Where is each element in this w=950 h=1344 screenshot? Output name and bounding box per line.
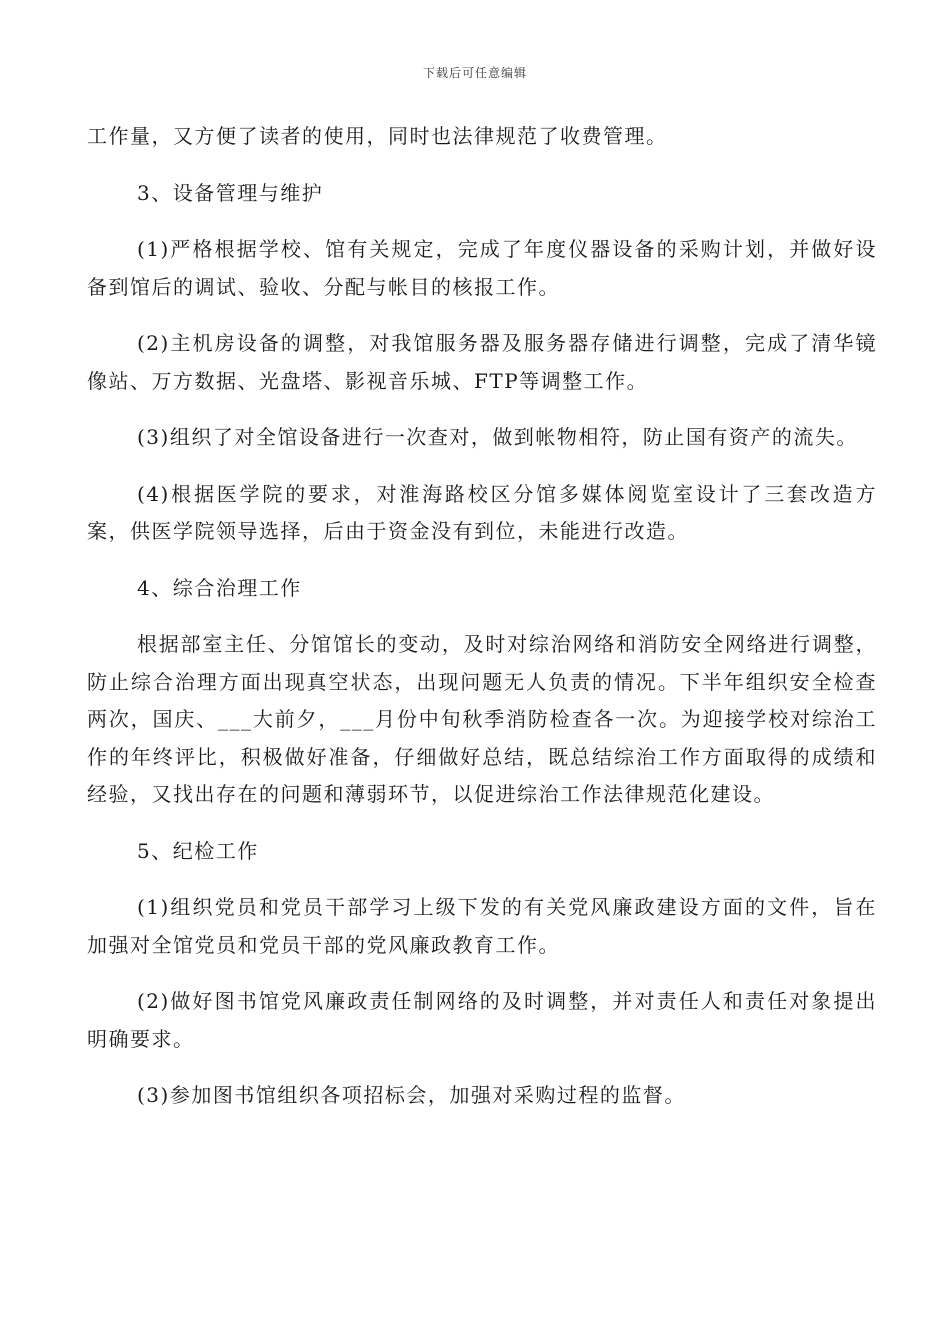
page-header-note: 下载后可任意编辑 (422, 66, 527, 80)
paragraph-continuation: 工作量，又方便了读者的使用，同时也法律规范了收费管理。 (87, 124, 668, 148)
section-heading-discipline: 5、纪检工作 (137, 838, 259, 863)
list-item-equipment-2: (2)主机房设备的调整，对我馆服务器及服务器存储进行调整，完成了清华镜像站、万方数据、光盘塔、影视音乐城、FTP等调整工作。 (87, 331, 877, 393)
section-heading-equipment: 3、设备管理与维护 (137, 180, 324, 205)
list-item-discipline-3: (3)参加图书馆组织各项招标会，加强对采购过程的监督。 (137, 1083, 686, 1107)
paragraph-governance: 根据部室主任、分馆馆长的变动，及时对综治网络和消防安全网络进行调整，防止综合治理方面出现真空状态，出现问题无人负责的情况。下半年组织安全检查两次，国庆、___大前夕，___月份中旬秋季消防检查各一次。为迎接学校对综治工作的年终评比，积极做好准备，仔细做好总结，既总结综治工作方面取得的成绩和经验，又找出存在的问题和薄弱环节，以促进综治工作法律规范化建设。 (87, 632, 877, 806)
document-body (87, 118, 877, 1134)
list-item-equipment-3: (3)组织了对全馆设备进行一次查对，做到帐物相符，防止国有资产的流失。 (137, 425, 858, 449)
list-item-discipline-2: (2)做好图书馆党风廉政责任制网络的及时调整，并对责任人和责任对象提出明确要求。 (87, 989, 877, 1051)
list-item-equipment-4: (4)根据医学院的要求，对淮海路校区分馆多媒体阅览室设计了三套改造方案，供医学院领导选择，后由于资金没有到位，未能进行改造。 (87, 481, 877, 543)
list-item-equipment-1: (1)严格根据学校、馆有关规定，完成了年度仪器设备的采购计划，并做好设备到馆后的调试、验收、分配与帐目的核报工作。 (87, 237, 877, 299)
list-item-discipline-1: (1)组织党员和党员干部学习上级下发的有关党风廉政建设方面的文件，旨在加强对全馆党员和党员干部的党风廉政教育工作。 (87, 895, 877, 957)
section-heading-governance: 4、综合治理工作 (137, 575, 302, 600)
